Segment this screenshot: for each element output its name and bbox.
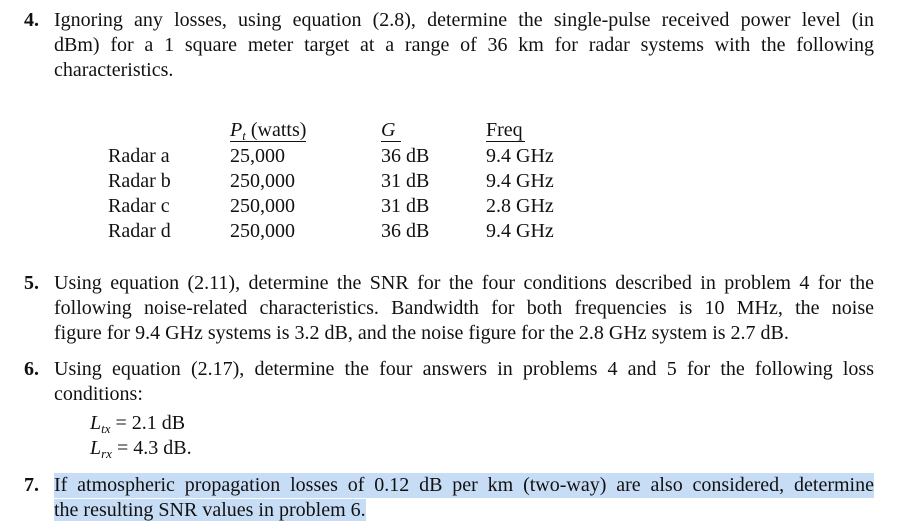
row-a-gain: 36 dB bbox=[381, 145, 430, 167]
problem-5-line-1: Using equation (2.11), determine the SNR for the four conditions described in problem 4 for the bbox=[54, 272, 874, 294]
header-pt-sub: t bbox=[242, 128, 246, 143]
loss-lrx-value: = 4.3 dB. bbox=[111, 437, 192, 459]
problem-4 bbox=[24, 8, 874, 83]
row-b-freq: 9.4 GHz bbox=[486, 170, 554, 192]
problem-7-line-1-selected[interactable]: If atmospheric propagation losses of 0.12 dB per km (two-way) are also considered, determine bbox=[54, 474, 874, 496]
header-freq bbox=[486, 118, 525, 143]
header-gain-text: G bbox=[381, 119, 401, 142]
row-a-name: Radar a bbox=[108, 145, 170, 167]
row-b-name: Radar b bbox=[108, 170, 171, 192]
header-freq-text: Freq bbox=[486, 119, 523, 141]
row-b-pt: 250,000 bbox=[230, 170, 295, 192]
row-b-gain: 31 dB bbox=[381, 170, 430, 192]
header-pt-unit: (watts) bbox=[245, 119, 307, 141]
problem-7-line-2-selected[interactable]: the resulting SNR values in problem 6. bbox=[54, 499, 366, 521]
problem-7-number: 7. bbox=[24, 474, 39, 496]
problem-5-text bbox=[54, 271, 874, 346]
loss-ltx-value: = 2.1 dB bbox=[110, 412, 186, 434]
row-d-pt: 250,000 bbox=[230, 220, 295, 242]
row-c-freq: 2.8 GHz bbox=[486, 195, 554, 217]
loss-ltx-symbol: L bbox=[90, 412, 102, 434]
problem-4-text bbox=[54, 8, 874, 83]
problem-6-number: 6. bbox=[24, 358, 39, 380]
problem-4-number: 4. bbox=[24, 9, 39, 31]
problem-4-line-1: Ignoring any losses, using equation (2.8), determine the single-pulse received power level (in bbox=[54, 9, 874, 31]
header-pt bbox=[230, 118, 306, 143]
loss-ltx-sub: tx bbox=[101, 421, 111, 436]
row-c-pt: 250,000 bbox=[230, 195, 295, 217]
header-pt-symbol: P bbox=[230, 119, 243, 141]
problem-5-line-3: figure for 9.4 GHz systems is 3.2 dB, and the noise figure for the 2.8 GHz system is 2.7 dB. bbox=[54, 322, 789, 344]
problem-5-line-2: following noise-related characteristics. Bandwidth for both frequencies is 10 MHz, the noise bbox=[54, 297, 874, 319]
row-d-name: Radar d bbox=[108, 220, 171, 242]
row-c-name: Radar c bbox=[108, 195, 170, 217]
problem-5 bbox=[24, 271, 874, 346]
row-d-gain: 36 dB bbox=[381, 220, 430, 242]
row-c-gain: 31 dB bbox=[381, 195, 430, 217]
problem-4-line-3: characteristics. bbox=[54, 59, 174, 81]
problem-6-line-1: Using equation (2.17), determine the four answers in problems 4 and 5 for the following loss bbox=[54, 358, 874, 380]
problem-4-line-2: dBm) for a 1 square meter target at a range of 36 km for radar systems with the following bbox=[54, 34, 874, 56]
header-gain bbox=[381, 118, 401, 143]
loss-ltx bbox=[90, 411, 185, 436]
problem-7 bbox=[24, 473, 874, 523]
row-d-freq: 9.4 GHz bbox=[486, 220, 554, 242]
problem-6 bbox=[24, 357, 874, 407]
row-a-freq: 9.4 GHz bbox=[486, 145, 554, 167]
problem-5-number: 5. bbox=[24, 272, 39, 294]
loss-lrx-symbol: L bbox=[90, 437, 102, 459]
loss-lrx bbox=[90, 436, 192, 461]
problem-6-text bbox=[54, 357, 874, 407]
loss-lrx-sub: rx bbox=[101, 446, 112, 461]
problem-7-text[interactable] bbox=[54, 473, 874, 523]
problem-6-line-2: conditions: bbox=[54, 383, 143, 405]
row-a-pt: 25,000 bbox=[230, 145, 285, 167]
